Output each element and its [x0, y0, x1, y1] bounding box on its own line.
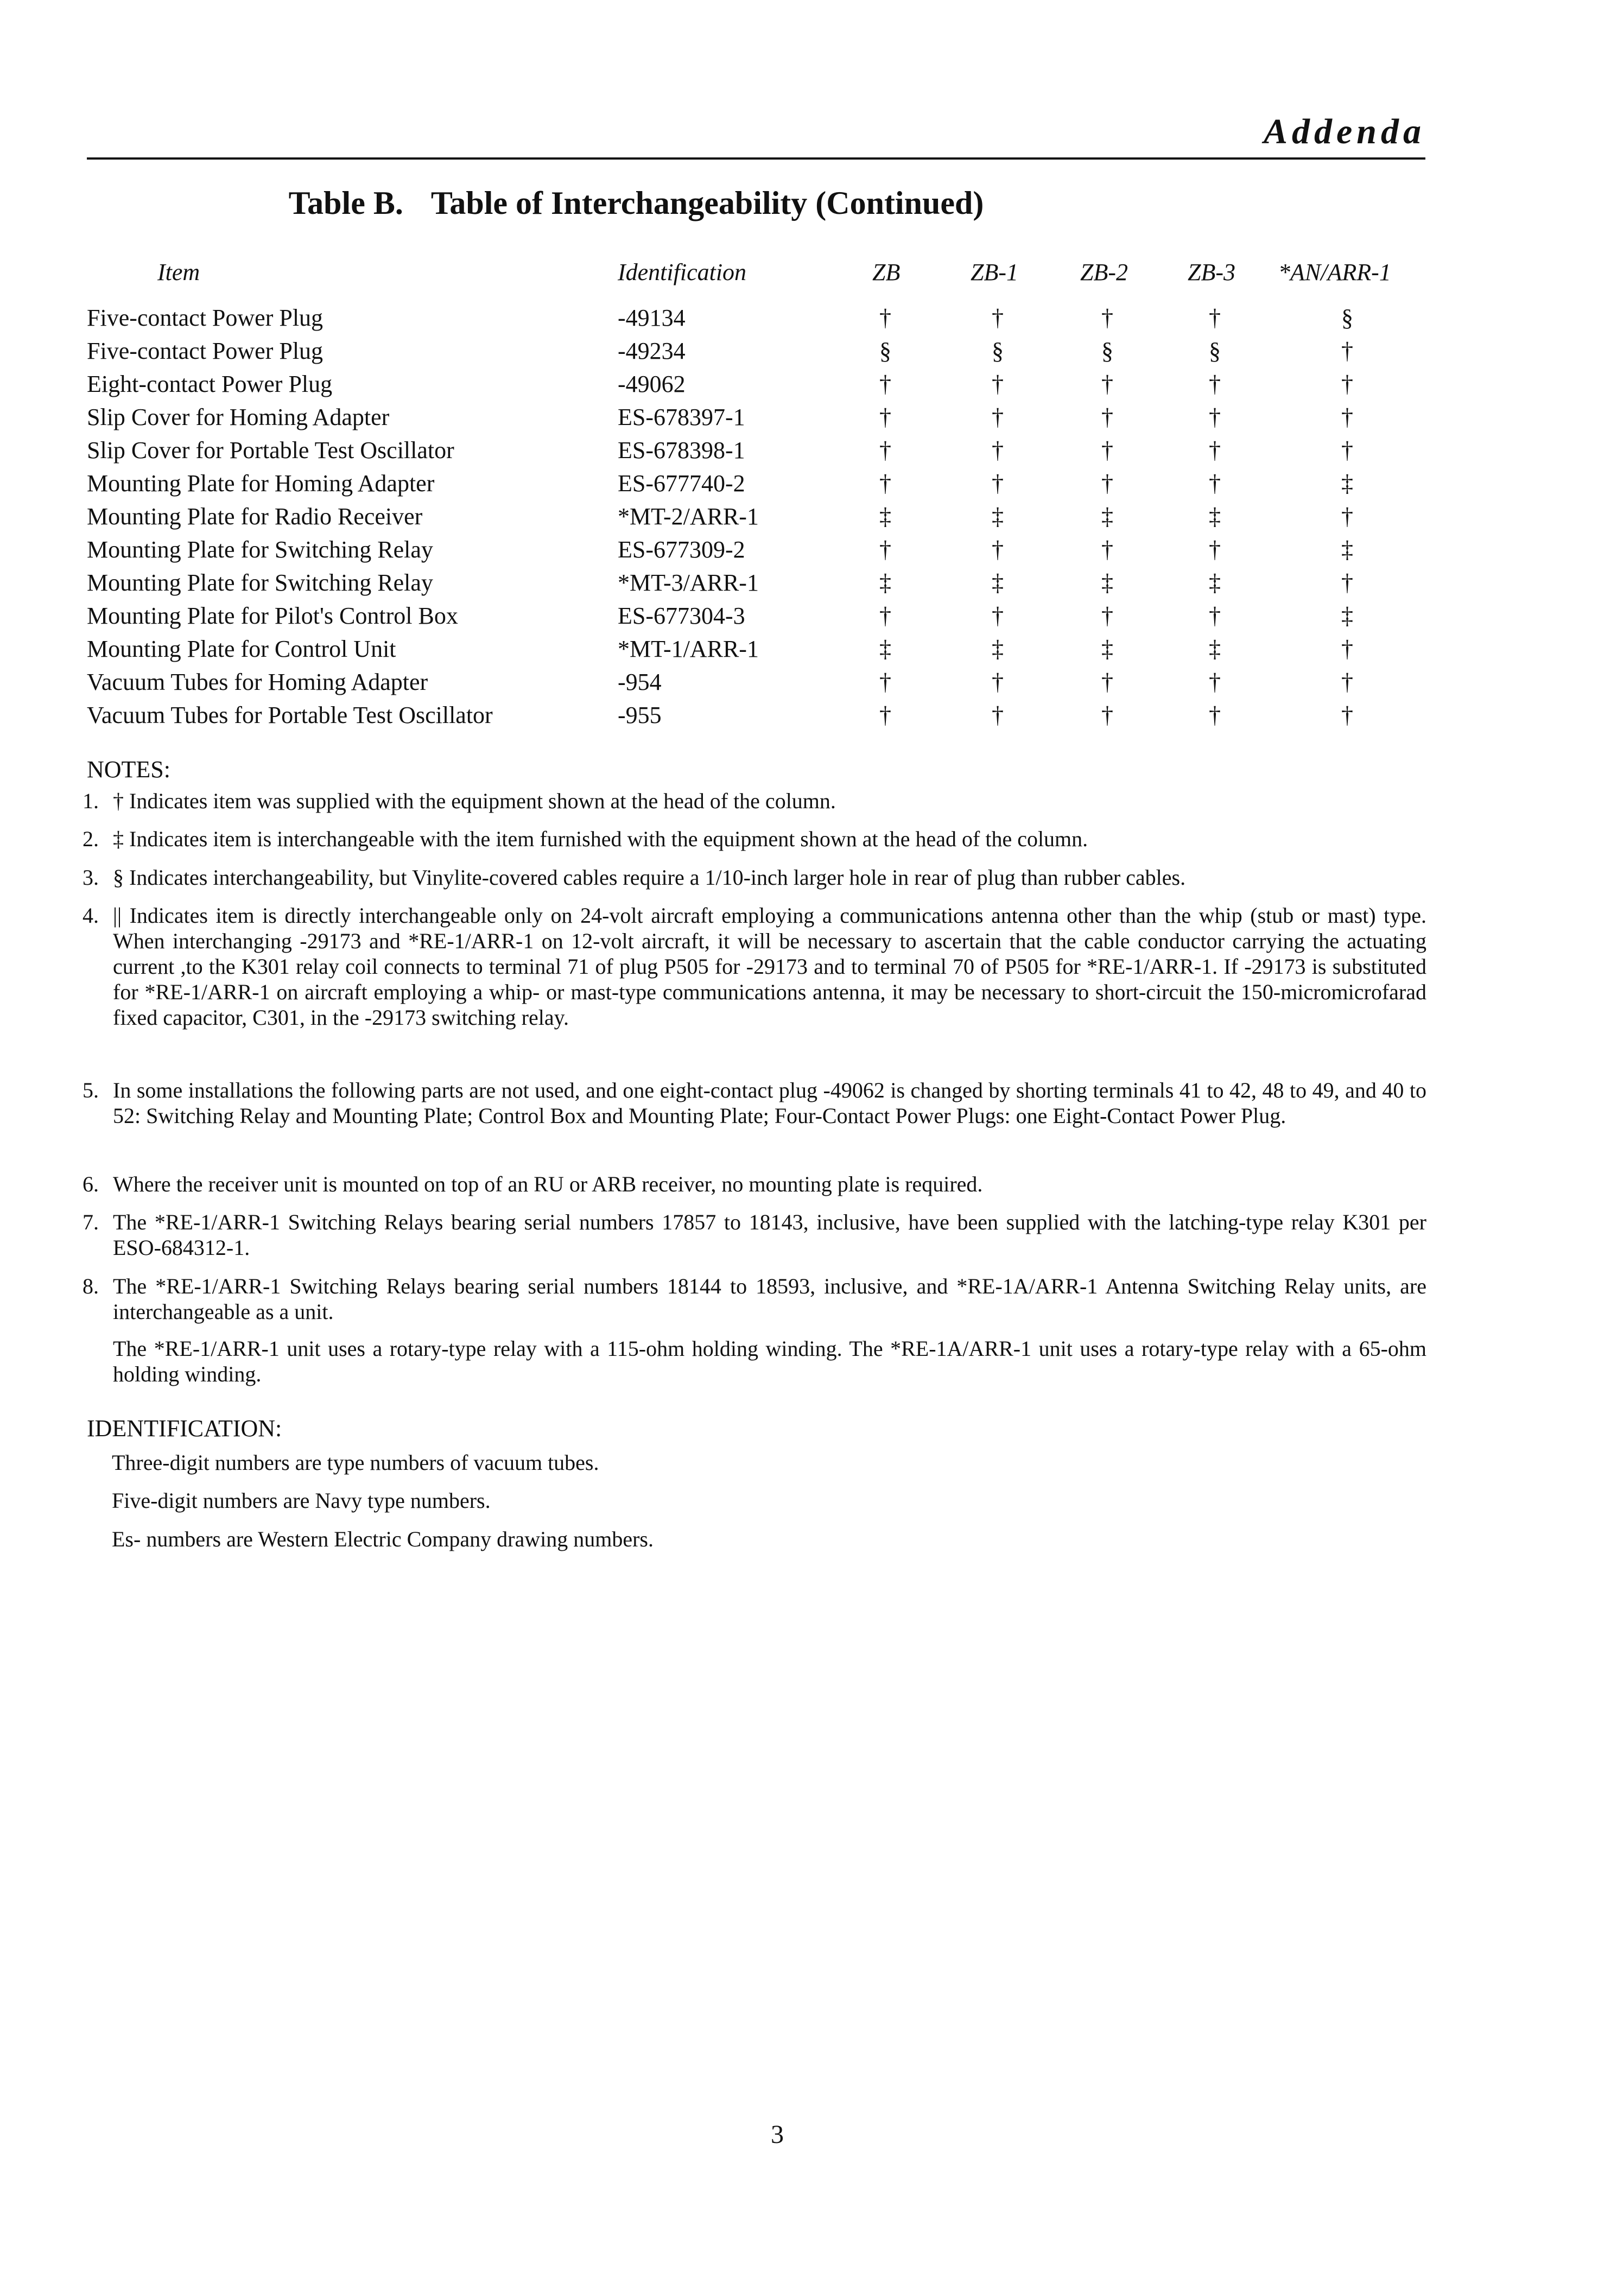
note-number: 1. [83, 789, 99, 813]
note-text: The *RE-1/ARR-1 Switching Relays bearing serial numbers 17857 to 18143, inclusive, have been supplied with the latching-type relay K301 per ESO-684312-1. [113, 1210, 1426, 1260]
column-header-zb1: ZB-1 [971, 259, 1018, 286]
item-cell: Five-contact Power Plug [87, 338, 324, 364]
mark-cell-zb: ‡ [879, 569, 891, 596]
identification-cell: ES-678398-1 [618, 437, 745, 464]
note-5 [83, 1077, 1426, 1128]
column-header-identification: Identification [618, 259, 747, 286]
mark-cell-zb3: † [1209, 404, 1221, 430]
column-header-an-arr-1: *AN/ARR-1 [1278, 259, 1391, 286]
table-row [0, 536, 1598, 569]
table-row [0, 503, 1598, 536]
mark-cell-zb2: † [1101, 602, 1113, 629]
identification-cell: *MT-2/ARR-1 [618, 503, 759, 530]
column-header-zb: ZB [872, 259, 901, 286]
mark-cell-zb3: ‡ [1209, 636, 1221, 662]
mark-cell-zb2: † [1101, 536, 1113, 563]
identification-cell: ES-678397-1 [618, 404, 745, 430]
identification-line: Es- numbers are Western Electric Company drawing numbers. [112, 1527, 654, 1551]
identification-cell: -955 [618, 702, 662, 728]
table-row [0, 304, 1598, 337]
table-title-label: Table B. [288, 185, 403, 221]
mark-cell-zb: † [879, 702, 891, 728]
identification-heading: IDENTIFICATION: [87, 1415, 282, 1442]
mark-cell-zb1: † [992, 669, 1004, 695]
note-6 [83, 1171, 1426, 1197]
mark-cell-zb: † [879, 669, 891, 695]
mark-cell-zb3: † [1209, 702, 1221, 728]
page-number: 3 [771, 2120, 784, 2149]
mark-cell-anarr1: ‡ [1341, 536, 1353, 563]
mark-cell-zb3: † [1209, 669, 1221, 695]
mark-cell-zb: † [879, 470, 891, 497]
mark-cell-zb3: † [1209, 371, 1221, 397]
mark-cell-anarr1: † [1341, 702, 1353, 728]
item-cell: Mounting Plate for Radio Receiver [87, 503, 423, 530]
column-header-zb2: ZB-2 [1080, 259, 1128, 286]
item-cell: Mounting Plate for Control Unit [87, 636, 396, 662]
mark-cell-anarr1: † [1341, 569, 1353, 596]
item-cell: Mounting Plate for Switching Relay [87, 569, 433, 596]
mark-cell-zb2: † [1101, 404, 1113, 430]
identification-cell: -954 [618, 669, 662, 695]
mark-cell-zb3: † [1209, 437, 1221, 464]
mark-cell-zb2: § [1101, 338, 1113, 364]
identification-cell: *MT-1/ARR-1 [618, 636, 759, 662]
item-cell: Slip Cover for Portable Test Oscillator [87, 437, 454, 464]
mark-cell-anarr1: † [1341, 437, 1353, 464]
mark-cell-zb1: † [992, 404, 1004, 430]
note-text: † Indicates item was supplied with the equipment shown at the head of the column. [113, 789, 836, 813]
mark-cell-anarr1: † [1341, 503, 1353, 530]
note-number: 8. [83, 1274, 99, 1298]
identification-line: Five-digit numbers are Navy type numbers. [112, 1488, 491, 1513]
item-cell: Mounting Plate for Homing Adapter [87, 470, 435, 497]
item-cell: Vacuum Tubes for Portable Test Oscillator [87, 702, 493, 728]
mark-cell-zb2: ‡ [1101, 569, 1113, 596]
identification-line: Three-digit numbers are type numbers of vacuum tubes. [112, 1450, 599, 1475]
mark-cell-zb1: † [992, 536, 1004, 563]
column-header-item: Item [157, 259, 200, 286]
mark-cell-zb1: ‡ [992, 569, 1004, 596]
mark-cell-zb: † [879, 602, 891, 629]
note-text: ‡ Indicates item is interchangeable with the item furnished with the equipment shown at the head of the column. [113, 827, 1088, 851]
note-number: 2. [83, 827, 99, 851]
mark-cell-zb1: † [992, 305, 1004, 331]
item-cell: Mounting Plate for Switching Relay [87, 536, 433, 563]
table-row [0, 602, 1598, 635]
note-text: § Indicates interchangeability, but Vinylite-covered cables require a 1/10-inch larger hole in rear of plug than rubber cables. [113, 865, 1186, 890]
mark-cell-zb3: † [1209, 305, 1221, 331]
mark-cell-zb1: ‡ [992, 503, 1004, 530]
mark-cell-zb: † [879, 371, 891, 397]
table-row [0, 470, 1598, 503]
item-cell: Vacuum Tubes for Homing Adapter [87, 669, 428, 695]
note-8 [83, 1273, 1426, 1324]
note-text: In some installations the following parts are not used, and one eight-contact plug -49062 is changed by shorting terminals 41 to 42, 48 to 49, and 40 to 52: Switching Relay and Mounting Plate; Control Box and Mounting Plate; Four-Contact Power Plugs: one Eight-Contact Power Plug. [113, 1078, 1426, 1128]
mark-cell-anarr1: † [1341, 338, 1353, 364]
item-cell: Eight-contact Power Plug [87, 371, 333, 397]
mark-cell-zb2: † [1101, 669, 1113, 695]
note-number: 5. [83, 1078, 99, 1102]
table-row [0, 635, 1598, 668]
identification-cell: -49234 [618, 338, 686, 364]
note-text: || Indicates item is directly interchangeable only on 24-volt aircraft employing a communications antenna other than the whip (stub or mast) type. When interchanging -29173 and *RE-1/ARR-1 on 12-volt aircraft, it will be necessary to ascertain that the cable conductor carrying the actuating current ,to the K301 relay coil connects to terminal 71 of plug P505 for -29173 and to terminal 70 of P505 for *RE-1/ARR-1. If -29173 is substituted for *RE-1/ARR-1 on aircraft employing a whip- or mast-type communications antenna, it may be necessary to short-circuit the 150-micromicrofarad fixed capacitor, C301, in the -29173 switching relay. [113, 903, 1426, 1030]
table-row [0, 337, 1598, 370]
mark-cell-anarr1: † [1341, 636, 1353, 662]
note-text: The *RE-1/ARR-1 Switching Relays bearing serial numbers 18144 to 18593, inclusive, and *RE-1A/ARR-1 Antenna Switching Relay units, are interchangeable as a unit. [113, 1274, 1426, 1324]
mark-cell-zb1: † [992, 702, 1004, 728]
mark-cell-zb2: ‡ [1101, 636, 1113, 662]
item-cell: Five-contact Power Plug [87, 305, 324, 331]
page-header-section: Addenda [1263, 112, 1425, 151]
mark-cell-zb1: † [992, 371, 1004, 397]
mark-cell-anarr1: † [1341, 371, 1353, 397]
table-row [0, 436, 1598, 470]
item-cell: Slip Cover for Homing Adapter [87, 404, 390, 430]
identification-cell: ES-677304-3 [618, 602, 745, 629]
table-row [0, 569, 1598, 602]
table-row [0, 370, 1598, 403]
mark-cell-zb3: † [1209, 470, 1221, 497]
identification-cell: ES-677740-2 [618, 470, 745, 497]
mark-cell-anarr1: ‡ [1341, 602, 1353, 629]
note-3 [83, 865, 1426, 890]
mark-cell-zb: † [879, 404, 891, 430]
note-text: Where the receiver unit is mounted on top of an RU or ARB receiver, no mounting plate is required. [113, 1172, 983, 1196]
mark-cell-anarr1: † [1341, 669, 1353, 695]
column-header-zb3: ZB-3 [1188, 259, 1235, 286]
table-row [0, 668, 1598, 701]
mark-cell-zb2: † [1101, 305, 1113, 331]
mark-cell-zb: † [879, 437, 891, 464]
mark-cell-zb1: § [992, 338, 1004, 364]
note-number: 4. [83, 903, 99, 928]
mark-cell-anarr1: † [1341, 404, 1353, 430]
table-title [0, 185, 1435, 222]
note-4 [83, 903, 1426, 1030]
table-title-text: Table of Interchangeability (Continued) [430, 185, 984, 221]
notes-heading: NOTES: [87, 756, 170, 783]
mark-cell-zb: † [879, 305, 891, 331]
note-number: 7. [83, 1210, 99, 1234]
identification-cell: -49134 [618, 305, 686, 331]
note-1 [83, 788, 1426, 814]
mark-cell-anarr1: ‡ [1341, 470, 1353, 497]
mark-cell-zb: § [879, 338, 891, 364]
identification-cell: ES-677309-2 [618, 536, 745, 563]
mark-cell-zb1: ‡ [992, 636, 1004, 662]
mark-cell-zb3: † [1209, 536, 1221, 563]
mark-cell-zb2: † [1101, 702, 1113, 728]
note-number: 6. [83, 1172, 99, 1196]
mark-cell-zb2: † [1101, 437, 1113, 464]
mark-cell-zb2: † [1101, 371, 1113, 397]
mark-cell-zb1: † [992, 470, 1004, 497]
mark-cell-zb3: ‡ [1209, 569, 1221, 596]
identification-cell: -49062 [618, 371, 686, 397]
identification-cell: *MT-3/ARR-1 [618, 569, 759, 596]
mark-cell-zb3: † [1209, 602, 1221, 629]
header-rule [87, 157, 1425, 160]
mark-cell-zb3: ‡ [1209, 503, 1221, 530]
note-7 [83, 1209, 1426, 1260]
table-row [0, 701, 1598, 734]
mark-cell-zb1: † [992, 602, 1004, 629]
note-text: The *RE-1/ARR-1 unit uses a rotary-type relay with a 115-ohm holding winding. The *RE-1A/ARR-1 unit uses a rotary-type relay with a 65-ohm holding winding. [113, 1336, 1426, 1386]
mark-cell-zb2: ‡ [1101, 503, 1113, 530]
note-8-continuation [113, 1336, 1426, 1387]
item-cell: Mounting Plate for Pilot's Control Box [87, 602, 458, 629]
mark-cell-zb: ‡ [879, 503, 891, 530]
mark-cell-zb1: † [992, 437, 1004, 464]
mark-cell-zb: ‡ [879, 636, 891, 662]
mark-cell-anarr1: § [1341, 305, 1353, 331]
mark-cell-zb2: † [1101, 470, 1113, 497]
mark-cell-zb: † [879, 536, 891, 563]
note-2 [83, 826, 1426, 852]
note-number: 3. [83, 865, 99, 890]
mark-cell-zb3: § [1209, 338, 1221, 364]
table-row [0, 403, 1598, 436]
